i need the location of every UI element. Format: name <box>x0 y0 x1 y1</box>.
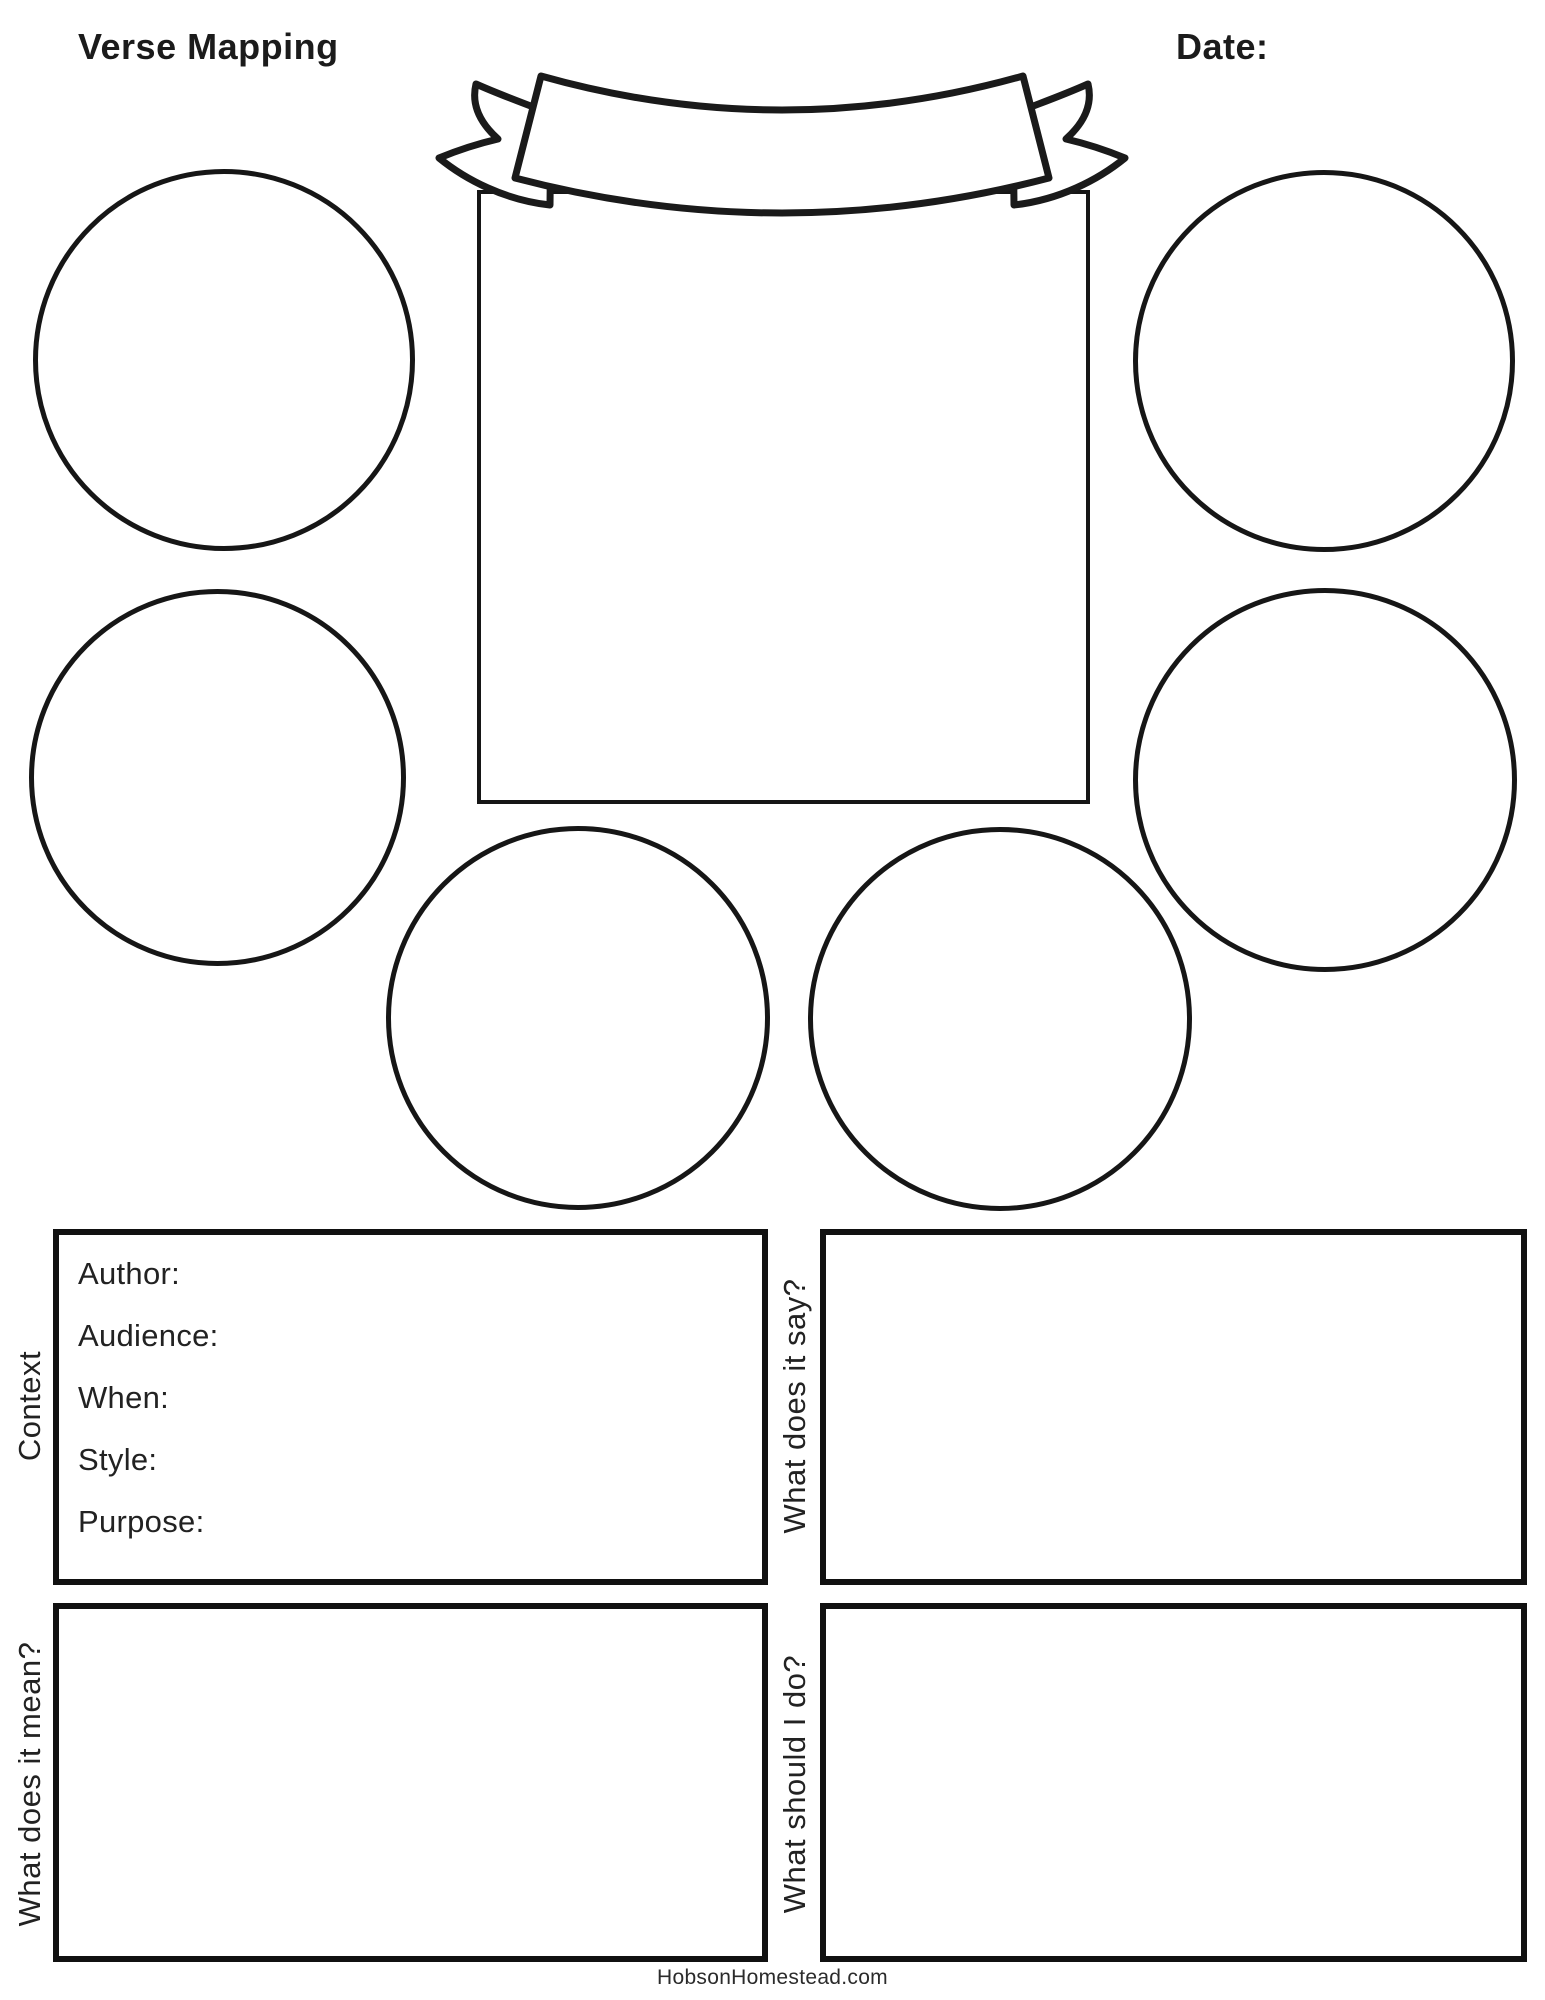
note-circle-mid-right[interactable] <box>1133 588 1517 972</box>
what-does-it-mean-box[interactable] <box>53 1603 768 1962</box>
context-field-audience: Audience: <box>78 1318 219 1353</box>
what-should-i-do-box[interactable] <box>820 1603 1527 1962</box>
verse-text-area[interactable] <box>477 190 1090 804</box>
note-circle-bottom-right[interactable] <box>808 827 1192 1211</box>
note-circle-mid-left[interactable] <box>29 589 406 966</box>
what-does-it-mean-label: What does it mean? <box>12 1641 47 1927</box>
note-circle-top-left[interactable] <box>33 169 415 551</box>
note-circle-bottom-left[interactable] <box>386 826 770 1210</box>
context-field-when: When: <box>78 1380 170 1415</box>
context-field-purpose: Purpose: <box>78 1504 205 1539</box>
date-label: Date: <box>1176 26 1269 67</box>
context-field-author: Author: <box>78 1256 181 1291</box>
context-fields <box>78 1258 219 1537</box>
what-should-i-do-label: What should I do? <box>777 1654 812 1914</box>
note-circle-top-right[interactable] <box>1133 170 1515 552</box>
what-does-it-say-label: What does it say? <box>777 1278 812 1534</box>
page-title: Verse Mapping <box>78 26 339 67</box>
context-field-style: Style: <box>78 1442 158 1477</box>
context-label: Context <box>12 1350 47 1462</box>
banner-ribbon-icon <box>420 48 1146 220</box>
banner-band <box>515 76 1049 213</box>
what-does-it-say-box[interactable] <box>820 1229 1527 1585</box>
footer-website: HobsonHomestead.com <box>657 1966 888 1989</box>
